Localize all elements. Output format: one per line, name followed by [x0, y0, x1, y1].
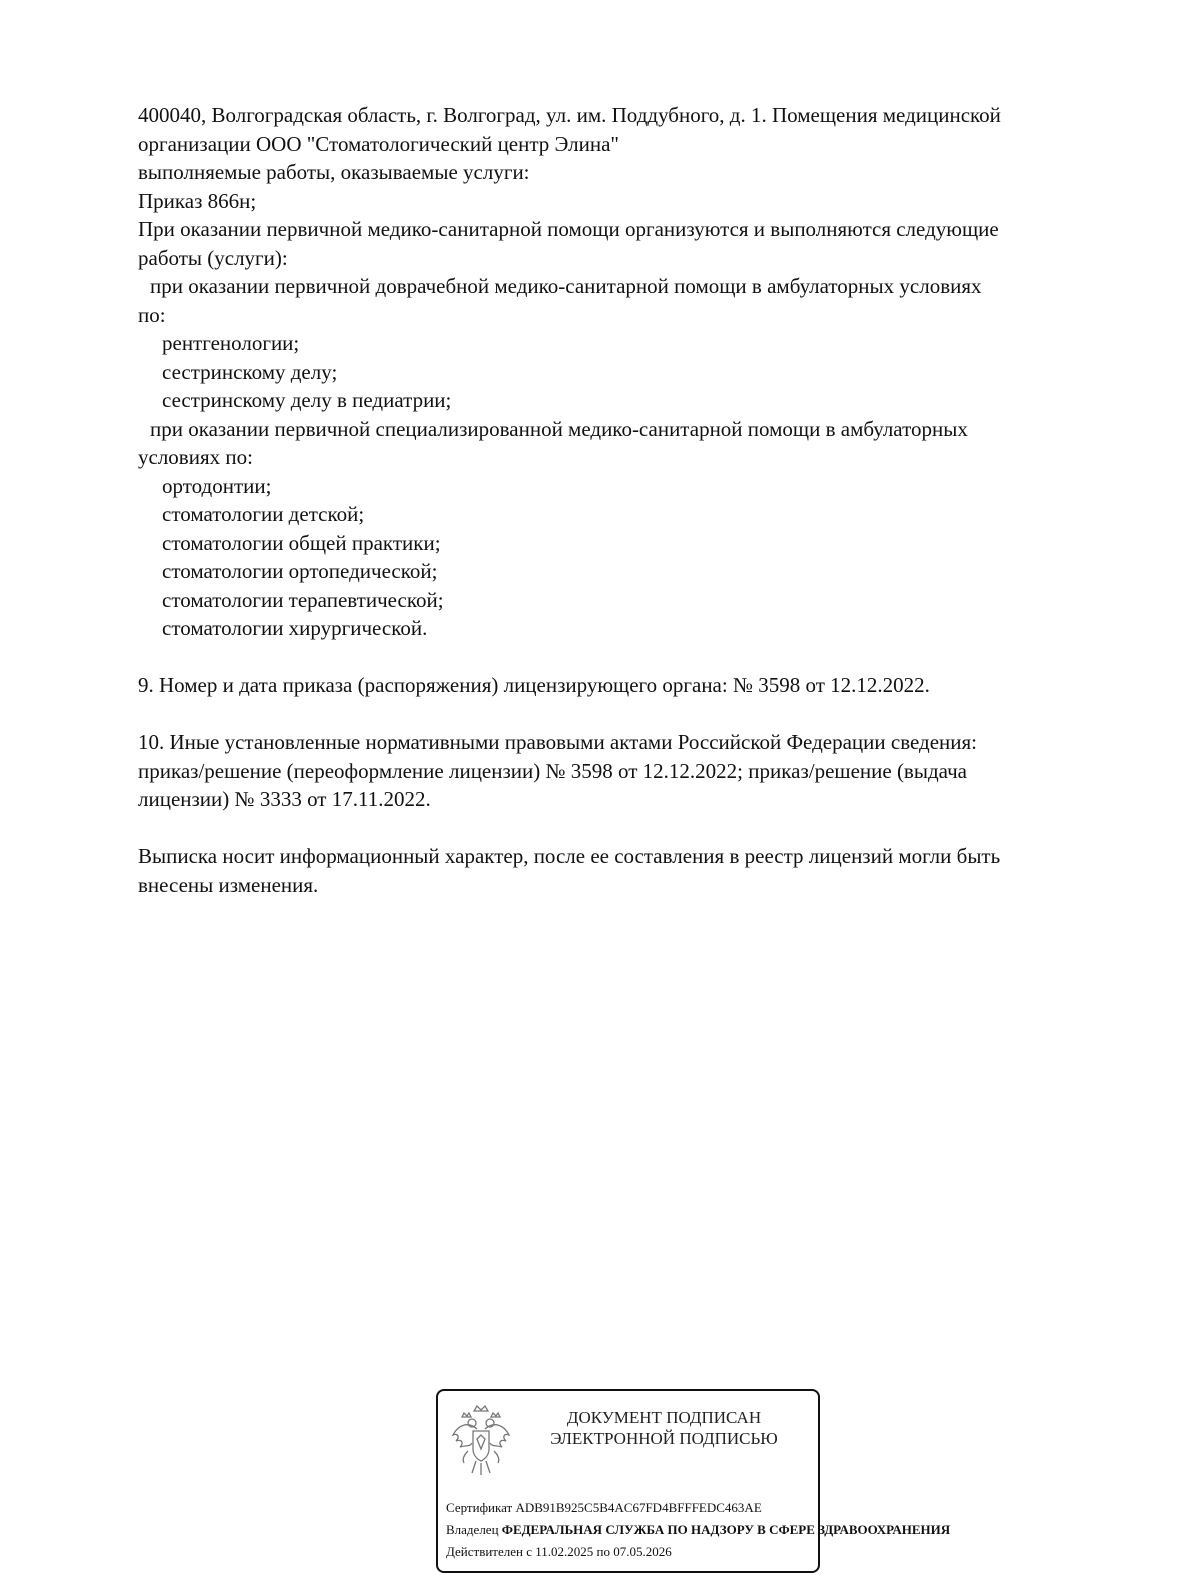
spacer: [138, 700, 1138, 729]
primary-care-text: работы (услуги):: [138, 245, 288, 270]
spacer: [138, 814, 1138, 843]
prehospital-heading: по:: [138, 302, 166, 327]
certificate-value: ADB91B925C5B4AC67FD4BFFFEDC463AE: [515, 1500, 762, 1515]
item-9: 9. Номер и дата приказа (распоряжения) лицензирующего органа: № 3598 от 12.12.2022.: [138, 673, 930, 697]
owner-line: [446, 1519, 950, 1541]
disclaimer-note: внесены изменения.: [138, 872, 319, 897]
item-10: лицензии) № 3333 от 17.11.2022.: [138, 787, 431, 811]
certificate-line: [446, 1497, 950, 1519]
list-item: рентгенологии;: [162, 331, 300, 355]
document-body: [138, 101, 1138, 899]
list-item: стоматологии детской;: [162, 502, 365, 526]
spacer: [138, 643, 1138, 672]
item-10: приказ/решение (переоформление лицензии) № 3598 от 12.12.2022; приказ/решение (выдача: [138, 758, 968, 783]
digital-signature-stamp: [436, 1389, 951, 1573]
list-item: стоматологии терапевтической;: [162, 587, 444, 612]
item-10: 10. Иные установленные нормативными правовыми актами Российской Федерации сведения:: [138, 730, 978, 754]
list-item: сестринскому делу;: [162, 359, 338, 384]
stamp-details: [446, 1497, 950, 1563]
list-item: ортодонтии;: [162, 473, 272, 498]
stamp-title-line: ДОКУМЕНТ ПОДПИСАН: [566, 1408, 762, 1427]
validity-line: Действителен с 11.02.2025 по 07.05.2026: [446, 1544, 672, 1559]
list-item: стоматологии ортопедической;: [162, 559, 438, 583]
specialized-heading: условиях по:: [138, 445, 253, 469]
primary-care-text: При оказании первичной медико-санитарной помощи организуются и выполняются следующие: [138, 217, 999, 241]
prehospital-heading: при оказании первичной доврачебной медико-санитарной помощи в амбулаторных условиях: [150, 274, 982, 298]
order-reference: Приказ 866н;: [138, 188, 257, 213]
owner-value: ФЕДЕРАЛЬНАЯ СЛУЖБА ПО НАДЗОРУ В СФЕРЕ ЗДРАВООХРАНЕНИЯ: [501, 1522, 951, 1537]
stamp-title: [530, 1407, 798, 1449]
list-item: стоматологии хирургической.: [162, 616, 428, 640]
coat-of-arms-icon: [450, 1403, 512, 1479]
certificate-label: Сертификат: [446, 1500, 513, 1515]
owner-label: Владелец: [446, 1522, 499, 1537]
disclaimer-note: Выписка носит информационный характер, после ее составления в реестр лицензий могли быть: [138, 844, 1001, 868]
list-item: сестринскому делу в педиатрии;: [162, 388, 452, 412]
works-heading: выполняемые работы, оказываемые услуги:: [138, 160, 530, 184]
list-item: стоматологии общей практики;: [162, 530, 441, 555]
address-line: 400040, Волгоградская область, г. Волгоград, ул. им. Поддубного, д. 1. Помещения медицинской: [138, 103, 1001, 127]
stamp-title-line: ЭЛЕКТРОННОЙ ПОДПИСЬЮ: [550, 1429, 778, 1448]
address-line: организации ООО "Стоматологический центр Элина": [138, 131, 619, 156]
specialized-heading: при оказании первичной специализированной медико-санитарной помощи в амбулаторных: [150, 416, 968, 441]
